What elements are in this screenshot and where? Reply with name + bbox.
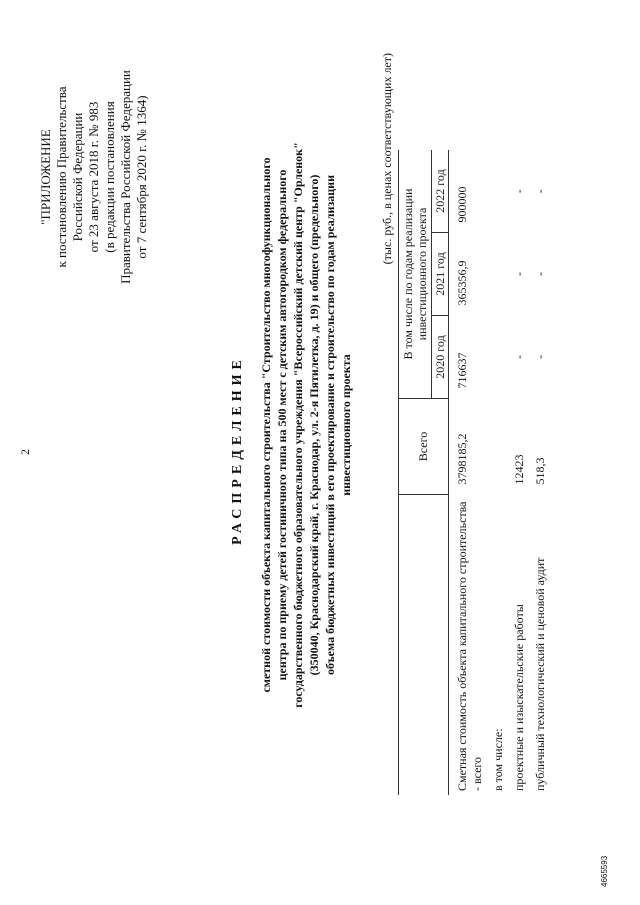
row-2020: - [533, 355, 547, 359]
cost-distribution-table [398, 150, 548, 795]
appendix-line: от 23 августа 2018 г. № 983 [86, 101, 101, 253]
document-subtitle [258, 105, 354, 745]
row-2022: - [533, 189, 547, 194]
appendix-header [38, 47, 150, 307]
header-total: Всего [399, 399, 449, 495]
header-name-empty [399, 495, 449, 796]
header-year-2020: 2020 год [432, 316, 449, 399]
row-2021: - [533, 272, 547, 276]
row-2022: - [512, 189, 526, 194]
table-row [527, 150, 548, 795]
page-number: 2 [18, 449, 32, 455]
row-2021 [485, 233, 506, 316]
row-2022: 900000 [455, 186, 469, 223]
document-title: РАСПРЕДЕЛЕНИЕ [230, 355, 245, 545]
row-2020: - [512, 355, 526, 359]
row-2022 [485, 150, 506, 233]
appendix-line: (в редакции постановления [102, 101, 117, 253]
row-name: в том числе: [491, 728, 505, 791]
header-year-2022: 2022 год [432, 150, 449, 233]
row-name: Сметная стоимость объекта капитального строительства - всего [455, 501, 484, 791]
subtitle-line: объема бюджетных инвестиций в его проектирование и строительство по годам реализации [323, 174, 337, 676]
header-year-2021: 2021 год [432, 233, 449, 316]
subtitle-line: (350040, Краснодарский край, г. Краснодар, ул. 2-я Пятилетка, д. 19) и общего (предельного) [307, 174, 321, 676]
appendix-line: Правительства Российской Федерации [118, 70, 133, 284]
subtitle-line: сметной стоимости объекта капитального строительства "Строительство многофункционального [259, 157, 273, 693]
row-total: 3798185,2 [455, 433, 469, 485]
appendix-line: к постановлению Правительства [54, 86, 69, 268]
row-2021: 365356,9 [455, 260, 469, 306]
table-row [449, 150, 486, 795]
header-year-group: В том числе по годам реализации инвестиционного проекта [399, 150, 432, 399]
row-2021: - [512, 272, 526, 276]
subtitle-line: государственного бюджетного образовательного учреждения "Всероссийский детский центр "Орленок" [291, 142, 305, 708]
row-name: публичный технологический и ценовой аудит [533, 557, 547, 791]
row-name: проектные и изыскательские работы [512, 604, 526, 791]
table-row [485, 150, 506, 795]
appendix-line: Российской Федерации [70, 112, 85, 242]
row-2020: 716637 [455, 352, 469, 389]
subtitle-line: центра по приему детей гостиничного типа на 500 мест с детским автогородком федерального [275, 169, 289, 681]
subtitle-line: инвестиционного проекта [339, 354, 353, 496]
table-row [506, 150, 527, 795]
row-total [485, 399, 506, 495]
row-2020 [485, 316, 506, 399]
appendix-line: от 7 сентября 2020 г. № 1364) [134, 95, 149, 259]
document-number: 4665593 [600, 855, 609, 887]
row-total: 518,3 [533, 457, 547, 485]
rotated-document-page [10, 5, 630, 895]
appendix-line: "ПРИЛОЖЕНИЕ [38, 129, 53, 225]
row-total: 12423 [512, 454, 526, 485]
units-note: (тыс. руб., в ценах соответствующих лет) [380, 53, 394, 265]
